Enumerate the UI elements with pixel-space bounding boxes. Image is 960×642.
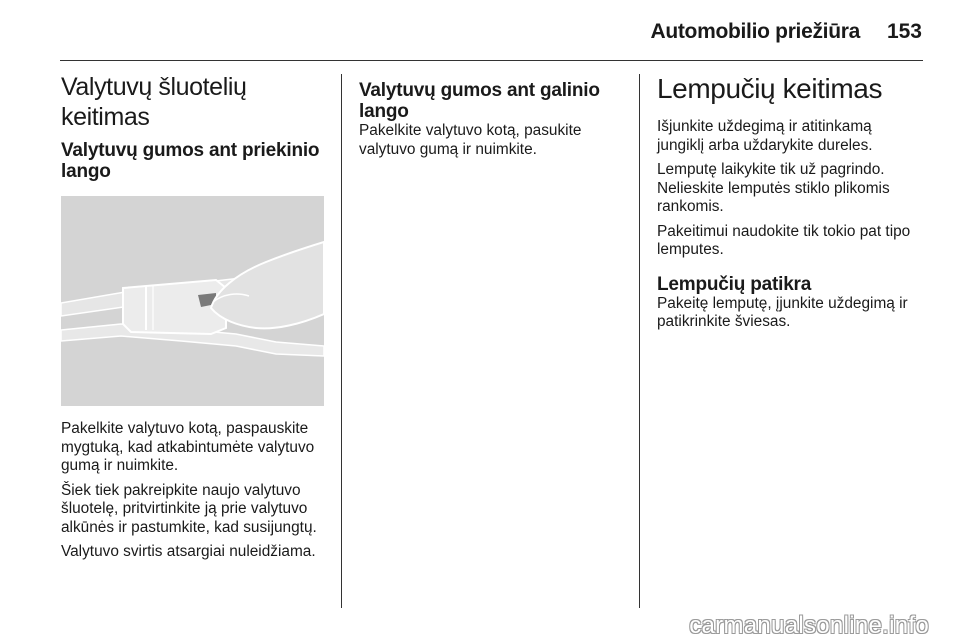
column-rear-wiper xyxy=(359,72,629,165)
subsection-heading: Valytuvų gumos ant priekinio lango xyxy=(61,140,320,182)
paragraph: Pakeitimui naudokite tik tokio pat tipo lemputes. xyxy=(657,222,911,258)
paragraph: Išjunkite uždegimą ir atitinkamą jungiklį arba uždarykite dureles. xyxy=(657,118,873,154)
column-bulb-replacement xyxy=(657,72,923,338)
watermark: carmanualsonline.info xyxy=(689,612,929,639)
subsection-heading: Lempučių patikra xyxy=(657,273,812,295)
wiper-blade-illustration xyxy=(61,196,324,406)
column-wiper-blades xyxy=(61,72,331,568)
column-divider xyxy=(639,74,640,608)
paragraph: Šiek tiek pakreipkite naujo valytuvo šluotelę, pritvirtinkite ją prie valytuvo alkūnės ir pastumkite, kad susijungtų. xyxy=(61,481,317,536)
wiper-blade-icon xyxy=(61,196,324,406)
section-heading: Lempučių keitimas xyxy=(657,73,883,104)
subsection-heading: Valytuvų gumos ant galinio lango xyxy=(359,80,600,122)
paragraph: Pakeitę lemputę, įjunkite uždegimą ir patikrinkite šviesas. xyxy=(657,294,908,330)
paragraph: Lemputę laikykite tik už pagrindo. Nelieskite lemputės stiklo plikomis rankomis. xyxy=(657,161,890,215)
header-rule xyxy=(60,60,923,61)
paragraph: Valytuvo svirtis atsargiai nuleidžiama. xyxy=(61,543,316,560)
section-title: Automobilio priežiūra xyxy=(650,20,860,43)
column-divider xyxy=(341,74,342,608)
paragraph: Pakelkite valytuvo kotą, paspauskite mygtuką, kad atkabintumėte valytuvo gumą ir nuimkite. xyxy=(61,420,315,474)
paragraph: Pakelkite valytuvo kotą, pasukite valytuvo gumą ir nuimkite. xyxy=(359,122,582,158)
page-number: 153 xyxy=(886,20,922,43)
section-heading: Valytuvų šluotelių keitimas xyxy=(61,73,247,131)
